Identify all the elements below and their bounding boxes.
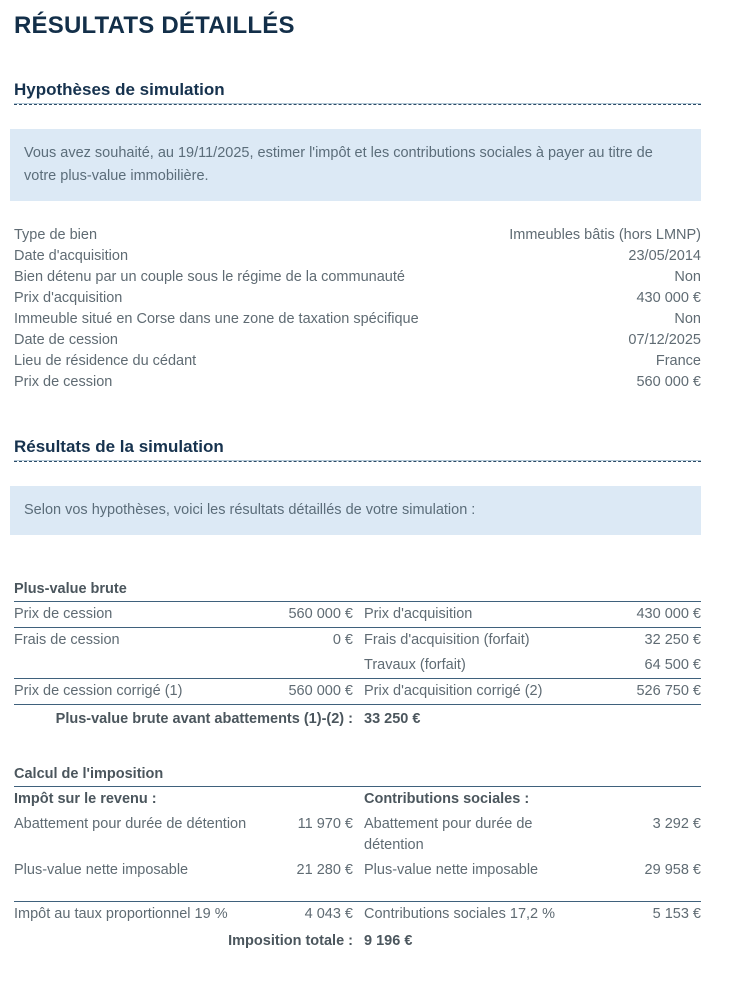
- hypothesis-value: 560 000 €: [636, 374, 701, 390]
- hypothesis-label: Type de bien: [14, 227, 98, 243]
- row-label-right: Prix d'acquisition corrigé (2): [364, 683, 543, 699]
- results-section-heading-rule: [14, 437, 701, 462]
- row-value-right: 29 958 €: [644, 862, 701, 878]
- spacer: [14, 559, 701, 579]
- hypotheses-section-heading: Hypothèses de simulation: [14, 80, 701, 104]
- row-label-left: Abattement pour durée de détention: [14, 816, 247, 832]
- plus-value-brute-total-label: Plus-value brute avant abattements (1)-(2) :: [55, 711, 353, 727]
- results-intro-box: Selon vos hypothèses, voici les résultats détaillés de votre simulation :: [10, 486, 701, 535]
- hypotheses-section-heading-rule: [14, 80, 701, 105]
- column-header-impot-revenu: Impôt sur le revenu :: [14, 791, 157, 807]
- calcul-imposition-title: Calcul de l'imposition: [14, 764, 701, 787]
- hypothesis-label: Prix d'acquisition: [14, 290, 123, 306]
- table-row: [14, 678, 701, 705]
- column-header-contributions-sociales: Contributions sociales :: [364, 791, 530, 807]
- table-row: [14, 602, 701, 628]
- hypothesis-label: Immeuble situé en Corse dans une zone de taxation spécifique: [14, 311, 419, 327]
- row-label-left: Frais de cession: [14, 632, 120, 648]
- hypothesis-value: Immeubles bâtis (hors LMNP): [509, 227, 701, 243]
- row-value-left: 0 €: [332, 632, 353, 648]
- row-value-right: 5 153 €: [652, 906, 701, 922]
- hypothesis-row-corse: [14, 309, 701, 330]
- row-value-left: 11 970 €: [297, 816, 353, 832]
- row-label-right: Frais d'acquisition (forfait): [364, 632, 530, 648]
- plus-value-brute-total-value: 33 250 €: [364, 711, 421, 727]
- hypothesis-row-couple-communaute: [14, 267, 701, 288]
- row-label-right: Plus-value nette imposable: [364, 862, 539, 878]
- row-value-left: 4 043 €: [304, 906, 353, 922]
- table-final-row: [14, 901, 701, 927]
- hypotheses-list: [14, 225, 701, 393]
- table-row: [14, 858, 701, 883]
- table-row: [14, 628, 701, 653]
- hypothesis-row-prix-acquisition: [14, 288, 701, 309]
- table-header-row: [14, 787, 701, 812]
- table-row: [14, 812, 701, 858]
- row-value-right: 64 500 €: [644, 657, 701, 673]
- hypothesis-value: Non: [674, 269, 701, 285]
- results-section-heading: Résultats de la simulation: [14, 437, 701, 461]
- hypothesis-label: Prix de cession: [14, 374, 113, 390]
- row-label-left: Prix de cession corrigé (1): [14, 683, 183, 699]
- hypothesis-row-type-de-bien: [14, 225, 701, 246]
- hypotheses-intro-box: Vous avez souhaité, au 19/11/2025, estimer l'impôt et les contributions sociales à payer au titre de votre plus-value immobilière.: [10, 129, 701, 201]
- column-header-spacer: [591, 789, 701, 810]
- table-row: [14, 653, 701, 678]
- row-value-right: 430 000 €: [636, 606, 701, 622]
- row-label-left: Prix de cession: [14, 606, 113, 622]
- hypothesis-value: 430 000 €: [636, 290, 701, 306]
- hypothesis-value: Non: [674, 311, 701, 327]
- imposition-totale-row: [14, 927, 701, 956]
- row-value-left: [249, 655, 353, 676]
- hypothesis-row-date-cession: [14, 330, 701, 351]
- hypothesis-row-lieu-residence: [14, 351, 701, 372]
- hypothesis-value: 23/05/2014: [628, 248, 701, 264]
- hypothesis-label: Date de cession: [14, 332, 118, 348]
- row-value-right: 32 250 €: [644, 632, 701, 648]
- row-value-left: 560 000 €: [288, 683, 353, 699]
- hypothesis-label: Lieu de résidence du cédant: [14, 353, 197, 369]
- row-label-left: Plus-value nette imposable: [14, 862, 189, 878]
- row-value-right: 526 750 €: [636, 683, 701, 699]
- row-label-left: Impôt au taux proportionnel 19 %: [14, 906, 228, 922]
- calcul-imposition-table: [14, 764, 701, 956]
- row-value-left: 560 000 €: [288, 606, 353, 622]
- hypothesis-label: Bien détenu par un couple sous le régime de la communauté: [14, 269, 405, 285]
- hypothesis-value: 07/12/2025: [628, 332, 701, 348]
- plus-value-brute-title: Plus-value brute: [14, 579, 701, 602]
- row-label-right: Abattement pour durée de détention: [364, 816, 533, 853]
- hypothesis-row-prix-cession: [14, 372, 701, 393]
- hypothesis-label: Date d'acquisition: [14, 248, 129, 264]
- imposition-totale-value: 9 196 €: [364, 933, 413, 949]
- row-label-right: Travaux (forfait): [364, 657, 466, 673]
- imposition-totale-label: Imposition totale :: [228, 933, 353, 949]
- spacer: [14, 744, 701, 764]
- row-value-left: 21 280 €: [296, 862, 353, 878]
- plus-value-brute-total-row: [14, 705, 701, 734]
- row-value-right: 3 292 €: [652, 816, 701, 832]
- hypothesis-row-date-acquisition: [14, 246, 701, 267]
- hypothesis-value: France: [655, 353, 701, 369]
- row-label-left: [14, 655, 249, 676]
- row-label-right: Prix d'acquisition: [364, 606, 473, 622]
- page-title: RÉSULTATS DÉTAILLÉS: [14, 12, 295, 39]
- column-header-spacer: [249, 789, 353, 810]
- plus-value-brute-table: [14, 579, 701, 734]
- row-label-right: Contributions sociales 17,2 %: [364, 906, 556, 922]
